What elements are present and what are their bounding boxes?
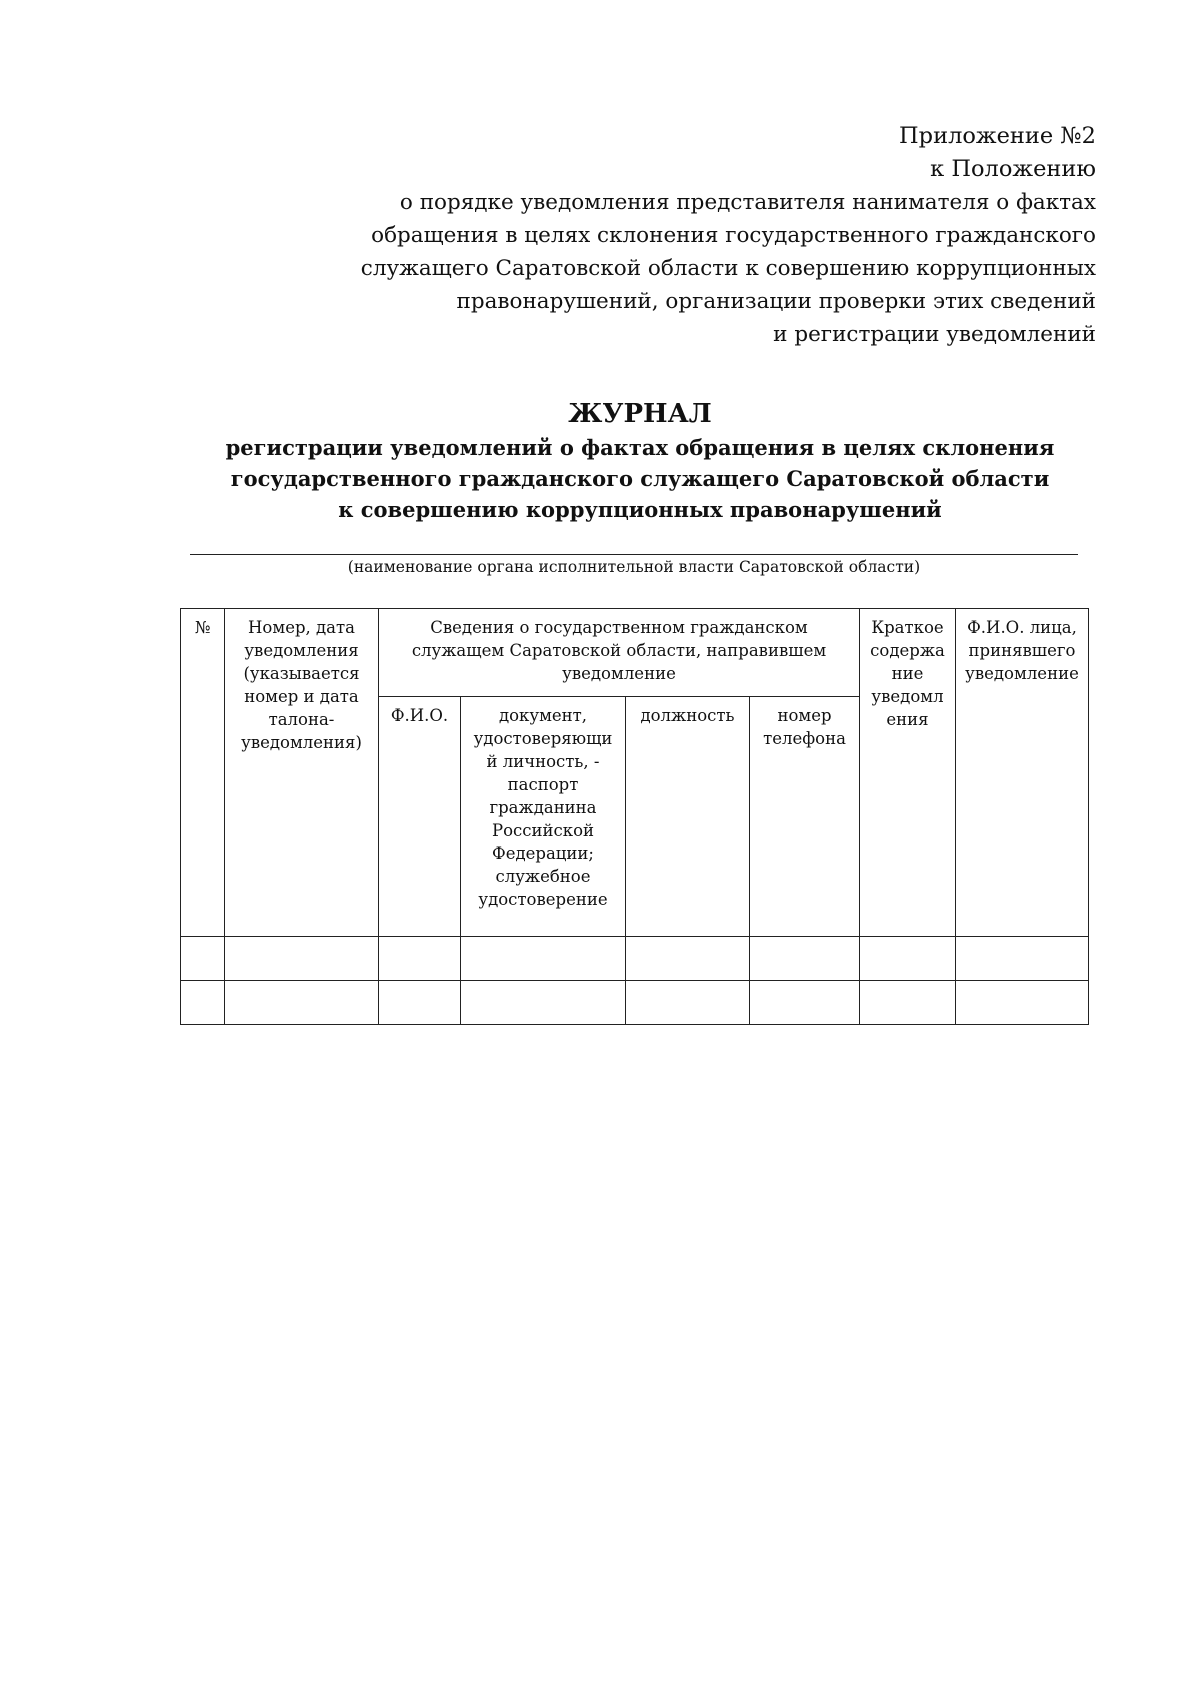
table-cell xyxy=(379,981,461,1025)
header-position: должность xyxy=(626,697,750,937)
registration-journal-table xyxy=(180,608,1089,1025)
table-cell xyxy=(956,937,1089,981)
org-name-blank-line xyxy=(190,554,1078,555)
table-cell xyxy=(956,981,1089,1025)
journal-subtitle-line: государственного гражданского служащего Саратовской области xyxy=(230,466,1050,491)
journal-title: ЖУРНАЛ xyxy=(568,399,712,429)
appendix-header xyxy=(336,120,1096,351)
header-summary: Краткое содержа ние уведомл ения xyxy=(860,609,956,937)
journal-subtitle-line: регистрации уведомлений о фактах обращения в целях склонения xyxy=(225,435,1055,460)
appendix-reference: к Положению xyxy=(930,156,1096,182)
appendix-line: обращения в целях склонения государственного гражданского xyxy=(371,223,1096,248)
header-receiver: Ф.И.О. лица, принявшего уведомление xyxy=(956,609,1089,937)
table-cell xyxy=(461,937,626,981)
appendix-line: о порядке уведомления представителя нанимателя о фактах xyxy=(399,190,1096,215)
header-fio: Ф.И.О. xyxy=(379,697,461,937)
table-header-row xyxy=(181,609,1089,697)
header-id-document: документ, удостоверяющи й личность, - паспорт гражданина Российской Федерации; служебное удостоверение xyxy=(461,697,626,937)
header-employee-info: Сведения о государственном гражданском служащем Саратовской области, направившем уведомление xyxy=(379,609,860,697)
header-notice-number-date: Номер, дата уведомления (указывается номер и дата талона- уведомления) xyxy=(225,609,379,937)
table-cell xyxy=(461,981,626,1025)
appendix-line: служащего Саратовской области к совершению коррупционных xyxy=(360,256,1096,281)
table-cell xyxy=(181,981,225,1025)
table-cell xyxy=(225,937,379,981)
header-number: № xyxy=(181,609,225,937)
table-cell xyxy=(626,981,750,1025)
table-cell xyxy=(626,937,750,981)
table-cell xyxy=(750,937,860,981)
table-cell xyxy=(181,937,225,981)
org-name-caption: (наименование органа исполнительной власти Саратовской области) xyxy=(347,558,921,576)
table-cell xyxy=(860,981,956,1025)
journal-title-block xyxy=(160,396,1120,525)
table-row xyxy=(181,937,1089,981)
table-cell xyxy=(860,937,956,981)
table-cell xyxy=(750,981,860,1025)
table-cell xyxy=(225,981,379,1025)
appendix-number: Приложение №2 xyxy=(899,123,1096,149)
journal-subtitle-line: к совершению коррупционных правонарушений xyxy=(338,497,942,522)
table-row xyxy=(181,981,1089,1025)
appendix-line: правонарушений, организации проверки этих сведений xyxy=(456,289,1096,314)
header-phone: номер телефона xyxy=(750,697,860,937)
appendix-line: и регистрации уведомлений xyxy=(773,322,1096,347)
table-cell xyxy=(379,937,461,981)
